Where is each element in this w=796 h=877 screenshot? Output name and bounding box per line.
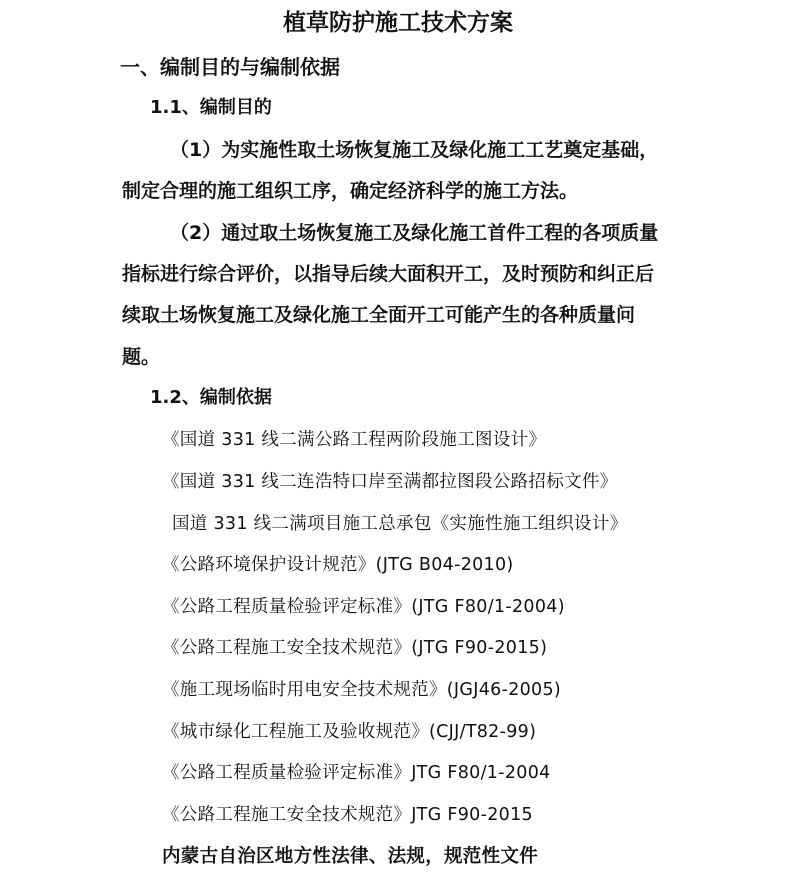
reference-item: 《施工现场临时用电安全技术规范》(JGJ46-2005) — [162, 680, 562, 700]
reference-item: 国道 331 线二满项目施工总承包《实施性施工组织设计》 — [172, 514, 628, 534]
paragraph-2-line-2: 指标进行综合评价，以指导后续大面积开工，及时预防和纠正后 — [122, 263, 655, 285]
reference-item: 《公路工程质量检验评定标准》(JTG F80/1-2004) — [162, 597, 565, 617]
paragraph-2-line-1: （2）通过取土场恢复施工及绿化施工首件工程的各项质量 — [170, 222, 659, 244]
reference-item: 内蒙古自治区地方性法律、法规，规范性文件 — [162, 846, 539, 867]
document-title: 植草防护施工技术方案 — [283, 10, 513, 36]
paragraph-1-line-1: （1）为实施性取土场恢复施工及绿化施工工艺奠定基础， — [170, 139, 659, 161]
reference-item: 《国道 331 线二满公路工程两阶段施工图设计》 — [162, 430, 547, 450]
section-heading-1: 一、编制目的与编制依据 — [120, 55, 340, 79]
reference-item: 《公路环境保护设计规范》(JTG B04-2010) — [162, 555, 514, 575]
reference-item: 《国道 331 线二连浩特口岸至满都拉图段公路招标文件》 — [162, 472, 618, 492]
reference-item: 《公路工程施工安全技术规范》(JTG F90-2015) — [162, 638, 548, 658]
subsection-heading-1-2: 1.2、编制依据 — [150, 387, 272, 408]
paragraph-2-line-3: 续取土场恢复施工及绿化施工全面开工可能产生的各种质量问 — [122, 304, 636, 326]
reference-item: 《公路工程质量检验评定标准》JTG F80/1-2004 — [162, 763, 551, 783]
reference-item: 《公路工程施工安全技术规范》JTG F90-2015 — [162, 805, 533, 825]
paragraph-1-line-2: 制定合理的施工组织工序，确定经济科学的施工方法。 — [122, 180, 579, 202]
paragraph-2-line-4: 题。 — [122, 346, 161, 368]
reference-item: 《城市绿化工程施工及验收规范》(CJJ/T82-99) — [162, 722, 537, 742]
subsection-heading-1-1: 1.1、编制目的 — [150, 97, 272, 118]
